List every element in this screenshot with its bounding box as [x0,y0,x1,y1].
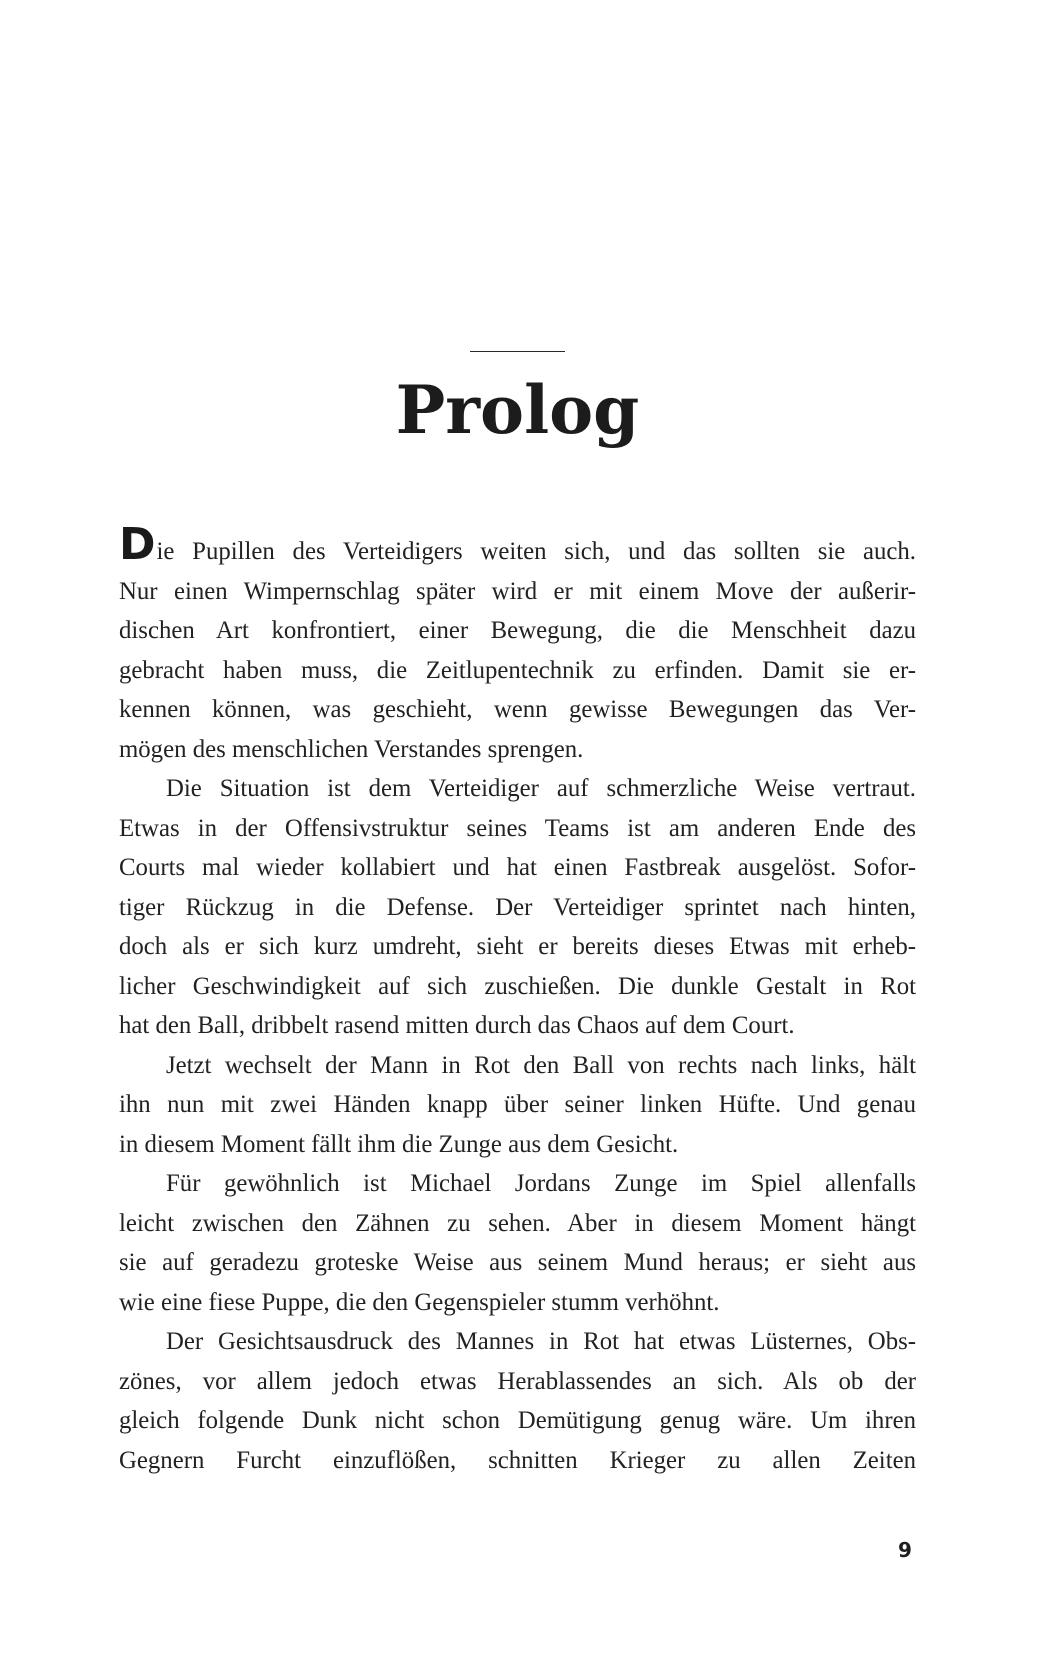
text-line: Nur einen Wimpernschlag später wird er mit einem Move der außerir- [119,577,916,605]
paragraph-4 [119,1164,916,1322]
page-number: 9 [898,1538,912,1562]
text-line: zönes, vor allem jedoch etwas Herablassendes an sich. Als ob der [119,1367,916,1395]
chapter-title: Prolog [395,371,640,449]
text-line: Courts mal wieder kollabiert und hat einen Fastbreak ausgelöst. Sofor- [119,854,916,881]
text-line: Etwas in der Offensivstruktur seines Teams ist am anderen Ende des [119,814,916,842]
text-line: ihn nun mit zwei Händen knapp über seiner linken Hüfte. Und genau [119,1091,916,1118]
paragraph-3 [119,1046,916,1165]
text-line: Die Situation ist dem Verteidiger auf schmerzliche Weise vertraut. [166,775,916,802]
text-line: sie auf geradezu groteske Weise aus seinem Mund heraus; er sieht aus [119,1249,916,1276]
title-rule [470,351,565,352]
text-line: in diesem Moment fällt ihm die Zunge aus dem Gesicht. [119,1130,679,1158]
text-line: gleich folgende Dunk nicht schon Demütigung genug wäre. Um ihren [119,1407,916,1434]
text-line: Für gewöhnlich ist Michael Jordans Zunge im Spiel allenfalls [166,1170,916,1197]
drop-cap: D [119,519,157,570]
text-line: gebracht haben muss, die Zeitlupentechnik zu erfinden. Damit sie er- [119,656,916,684]
text-line: Der Gesichtsausdruck des Mannes in Rot hat etwas Lüsternes, Obs- [166,1328,916,1355]
text-line: Jetzt wechselt der Mann in Rot den Ball von rechts nach links, hält [166,1051,916,1079]
paragraph-5 [119,1322,916,1480]
text-line: leicht zwischen den Zähnen zu sehen. Aber in diesem Moment hängt [119,1209,916,1237]
line-text: ie Pupillen des Verteidigers weiten sich, und das sollten sie auch. [156,538,916,565]
text-line: licher Geschwindigkeit auf sich zuschießen. Die dunkle Gestalt in Rot [119,972,916,1000]
text-line: wie eine fiese Puppe, die den Gegenspieler stumm verhöhnt. [119,1288,720,1316]
text-line: Gegnern Furcht einzuflößen, schnitten Krieger zu allen Zeiten [119,1446,916,1474]
text-line: tiger Rückzug in die Defense. Der Verteidiger sprintet nach hinten, [119,893,916,921]
text-line: mögen des menschlichen Verstandes sprengen. [119,735,584,763]
text-line: kennen können, was geschieht, wenn gewisse Bewegungen das Ver- [119,696,916,723]
text-line: doch als er sich kurz umdreht, sieht er bereits dieses Etwas mit erheb- [119,933,916,960]
paragraph-2 [119,769,916,1046]
text-line: dischen Art konfrontiert, einer Bewegung, die die Menschheit dazu [119,617,916,644]
text-line [119,519,916,572]
text-line: hat den Ball, dribbelt rasend mitten durch das Chaos auf dem Court. [119,1012,795,1039]
paragraph-1 [119,519,916,769]
body-text [119,519,916,1480]
